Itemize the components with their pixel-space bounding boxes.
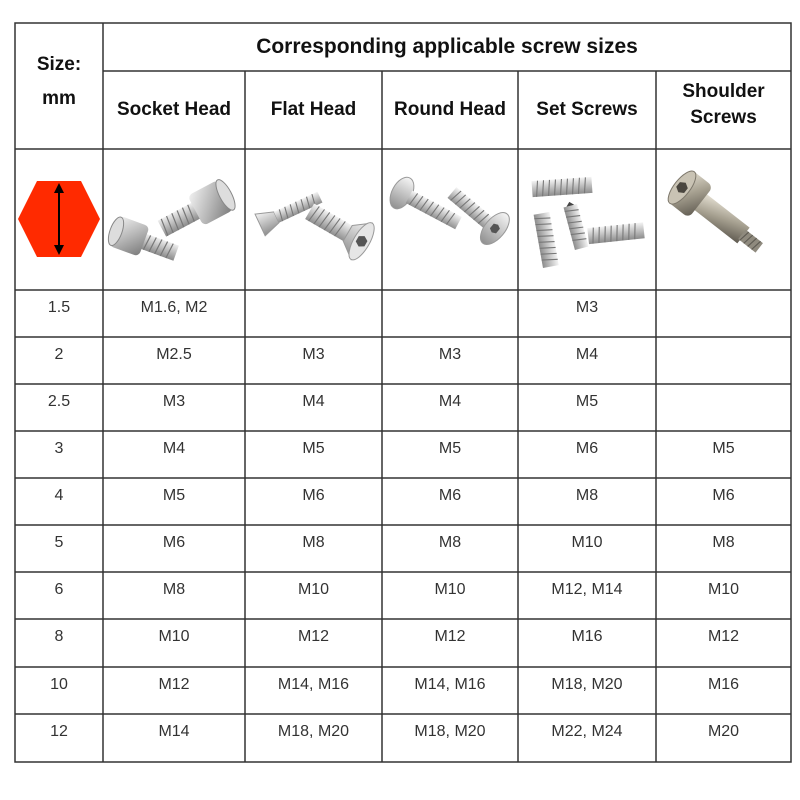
table-title: Corresponding applicable screw sizes — [256, 35, 638, 58]
table-cell: M10 — [571, 533, 603, 551]
table-cell: M18, M20 — [277, 723, 350, 740]
table-cell: M3 — [162, 392, 186, 410]
table-cell: M10 — [297, 580, 330, 598]
table-cell: M6 — [438, 486, 462, 504]
table-cell: M3 — [438, 345, 462, 363]
table-cell: M16 — [707, 675, 740, 693]
size-cell: 3 — [54, 439, 64, 457]
table-cell: M12 — [297, 628, 330, 645]
table-cell: M6 — [575, 439, 599, 457]
table-cell — [656, 378, 791, 425]
size-cell: 5 — [54, 533, 64, 551]
table-cell: M10 — [707, 580, 740, 598]
size-cell: 1.5 — [47, 298, 71, 316]
size-cell: 12 — [50, 723, 68, 740]
table-cell: M6 — [162, 533, 186, 551]
table-cell: M5 — [438, 439, 462, 457]
table-cell: M18, M20 — [551, 675, 623, 693]
socket-head-screws-photo — [103, 149, 245, 290]
table-cell: M12, M14 — [551, 580, 623, 598]
column-header-shoulder-line2: Screws — [690, 107, 757, 128]
table-cell: M4 — [575, 345, 599, 363]
table-cell: M10 — [158, 628, 190, 645]
table-cell: M16 — [571, 628, 603, 645]
table-cell: M12 — [707, 628, 740, 645]
table-cell: M2.5 — [156, 345, 192, 363]
table-cell: M14, M16 — [277, 675, 350, 693]
size-cell: 6 — [54, 580, 64, 598]
table-cell: M12 — [158, 675, 190, 693]
table-cell: M4 — [438, 392, 462, 410]
table-cell: M12 — [434, 628, 466, 645]
table-cell — [382, 284, 518, 331]
hex-key-size-icon — [15, 149, 103, 290]
shoulder-screw-photo — [656, 149, 791, 290]
flat-head-screws-photo — [245, 149, 382, 290]
table-cell: M22, M24 — [551, 723, 623, 740]
table-cell: M14, M16 — [414, 675, 486, 693]
size-cell: 4 — [54, 486, 64, 504]
table-cell: M10 — [434, 580, 466, 598]
table-cell: M20 — [707, 723, 740, 740]
table-cell: M5 — [162, 486, 186, 504]
table-cell: M14 — [158, 723, 190, 740]
size-cell: 10 — [50, 675, 68, 693]
size-cell: 2.5 — [47, 392, 71, 410]
table-cell: M8 — [712, 533, 735, 551]
table-cell: M8 — [438, 533, 462, 551]
table-cell — [656, 331, 791, 378]
table-cell: M5 — [575, 392, 599, 410]
table-cell: M8 — [575, 486, 599, 504]
table-cell: M5 — [302, 439, 325, 457]
table-cell: M8 — [162, 580, 186, 598]
size-cell: 2 — [54, 345, 64, 363]
round-head-screws-photo — [382, 149, 518, 290]
column-header-set-screws: Set Screws — [536, 99, 638, 120]
table-cell: M5 — [712, 439, 735, 457]
table-cell — [245, 284, 382, 331]
size-header-label: Size: — [36, 54, 82, 75]
column-header-shoulder-line1: Shoulder — [682, 81, 765, 102]
column-header-round-head: Round Head — [394, 99, 506, 120]
size-unit-label: mm — [42, 88, 76, 109]
size-cell: 8 — [54, 628, 64, 645]
table-cell: M1.6, M2 — [140, 298, 208, 316]
table-cell: M4 — [162, 439, 186, 457]
set-screws-photo — [518, 149, 656, 290]
column-header-flat-head: Flat Head — [270, 99, 357, 120]
table-cell: M18, M20 — [414, 723, 486, 740]
table-cell: M6 — [302, 486, 325, 504]
table-cell: M8 — [302, 533, 325, 551]
table-cell: M3 — [302, 345, 325, 363]
column-header-socket-head: Socket Head — [116, 99, 232, 120]
table-cell: M4 — [302, 392, 325, 410]
table-cell — [656, 284, 791, 331]
table-cell: M3 — [575, 298, 599, 316]
table-cell: M6 — [712, 486, 735, 504]
